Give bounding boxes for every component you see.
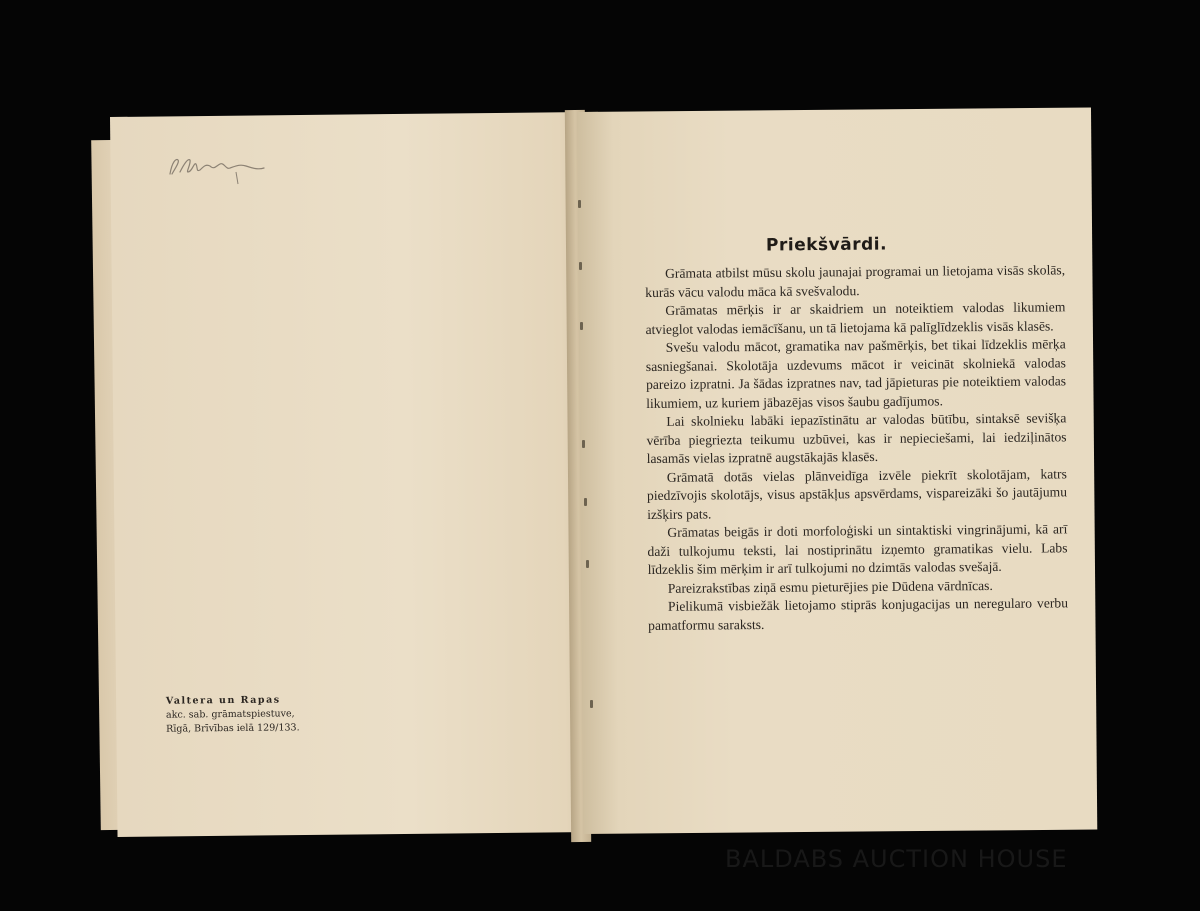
stitch (578, 200, 581, 208)
preface-paragraph: Grāmatas mērķis ir ar skaidriem un noteiktiem valodas likumiem atvieglot valodas iemācīšanu, un tā lietojama kā palīglīdzeklis visās klasēs. (645, 299, 1066, 337)
imprint-line: akc. sab. grāmatspiestuve, (165, 708, 295, 721)
imprint-line: Valtera un Rapas (165, 694, 281, 707)
stitch (584, 498, 587, 506)
preface-paragraph: Grāmatā dotās vielas plānveidīga izvēle piekrīt skolotājam, katrs piedzīvojis skolotājs, visus apstākļus apsvērdams, vispareizāki šo jautājumu izšķirs pats. (646, 465, 1068, 522)
stitch (579, 262, 582, 270)
preface-paragraph: Grāmatas beigās ir doti morfoloģiski un sintaktiski vingrinājumi, kā arī daži tulkojumu teksti, lai nostiprinātu izņemto gramatikas vielu. Labs līdzeklis šim mērķim ir arī tulkojumi no dzimtās valodas svešajā. (647, 521, 1068, 577)
preface-paragraph: Svešu valodu mācot, gramatika nav pašmērķis, bet tikai līdzeklis mērķa sasniegšanai. Skolotāja uzdevums mācot ir veicināt skolniekā valodas pareizo izpratni. Ja šādas izpratnes nav, tad jāpieturas pie noteiktiem valodas likumiem, uz kuriem jābazējas visos šaubu gadījumos. (645, 336, 1067, 411)
preface-paragraph: Pareizrakstības ziņā esmu pieturējies pie Dūdena vārdnīcas. (667, 577, 993, 596)
page-title: Priekšvārdi. (765, 234, 888, 256)
stitch (590, 700, 593, 708)
preface-paragraph: Pielikumā visbiežāk lietojamo stiprās konjugacijas un neregularo verbu pamatformu saraksts. (648, 595, 1069, 633)
preface-paragraph: Grāmata atbilst mūsu skolu jaunajai programai un lietojama visās skolās, kurās vācu valodu māca kā svešvalodu. (645, 262, 1066, 300)
watermark: BALDABS AUCTION HOUSE (725, 845, 1068, 873)
preface-text (645, 261, 1068, 635)
imprint-line: Rīgā, Brīvības ielā 129/133. (166, 722, 300, 735)
preface-paragraph: Lai skolnieku labāki iepazīstinātu ar valodas būtību, sintaksē sevišķa vērība piegriezta teikumu uzbūvei, kas ir nepieciešami, lai iedziļinātos lasamās vielas izpratnē augstākajās klasēs. (646, 410, 1067, 466)
stitch (580, 322, 583, 330)
stitch (582, 440, 585, 448)
printer-imprint (166, 693, 300, 736)
stitch (586, 560, 589, 568)
handwritten-signature (166, 148, 276, 188)
